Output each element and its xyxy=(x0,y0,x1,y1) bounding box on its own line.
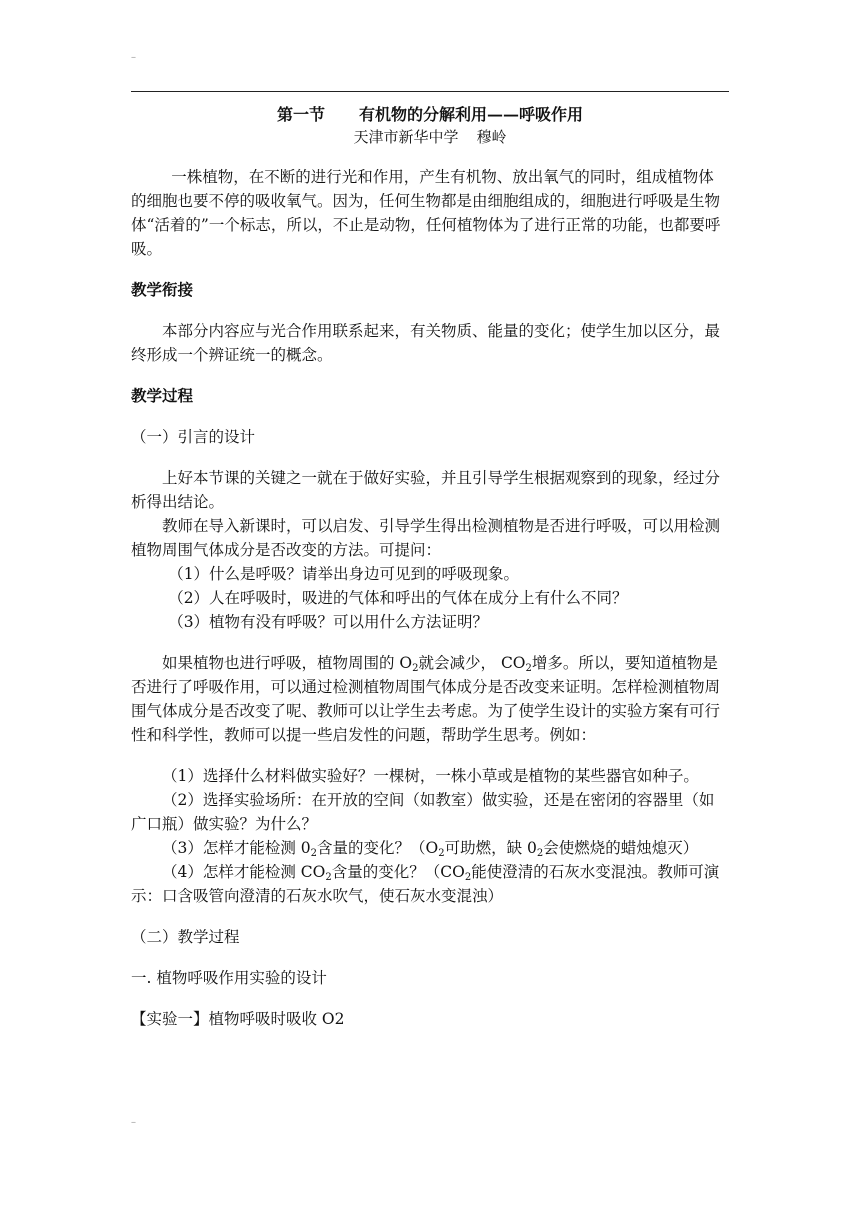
subscript: 2 xyxy=(325,872,332,883)
subscript: 2 xyxy=(536,848,544,859)
intro-design-paragraph-1: 上好本节课的关键之一就在于做好实验，并且引导学生根据观察到的现象，经过分析得出结论。 xyxy=(131,469,721,511)
intro-paragraph: 一株植物，在不断的进行光和作用，产生有机物、放出氧气的同时，组成植物体的细胞也要不停的吸收氧气。因为，任何生物都是由细胞组成的，细胞进行呼吸是生物体“活着的”一个标志，所以，不止是动物，任何植物体为了进行正常的功能，也都要呼吸。 xyxy=(131,168,721,258)
title-text: 有机物的分解利用——呼吸作用 xyxy=(359,105,584,124)
header-mark: – xyxy=(131,52,136,63)
subheading-intro-design: （一）引言的设计 xyxy=(131,428,256,446)
link-paragraph: 本部分内容应与光合作用联系起来，有关物质、能量的变化；使学生加以区分，最终形成一个辨证统一的概念。 xyxy=(131,322,721,364)
subscript: 2 xyxy=(310,848,318,859)
heading-teaching-process: 教学过程 xyxy=(131,386,194,405)
header-rule xyxy=(131,91,729,92)
design-question-2: （2）选择实验场所：在开放的空间（如教室）做实验，还是在密闭的容器里（如广口瓶）做实验？为什么？ xyxy=(131,791,715,833)
text-run: （4）怎样才能检测 CO xyxy=(162,863,326,881)
heading-teaching-link: 教学衔接 xyxy=(131,280,194,299)
text-run: 如果植物也进行呼吸，植物周围的 O xyxy=(162,654,413,672)
text-run: 能使澄清的石灰水变混浊。教师可演示：口含吸管向澄清的石灰水吹气，使石灰水变混浊） xyxy=(131,863,720,905)
text-run: 含量的变化？（CO xyxy=(331,863,465,881)
experiment-heading: 【实验一】植物呼吸时吸收 O2 xyxy=(131,1010,345,1028)
respiration-paragraph xyxy=(131,651,729,747)
title-section: 第一节 xyxy=(276,105,325,124)
text-run: 增多。所以，要知道植物是否进行了呼吸作用，可以通过检测植物周围气体成分是否改变来证明。怎样检测植物周围气体成分是否改变了呢、教师可以让学生去考虑。为了使学生设计的实验方案有可行性和科学性，教师可以提一些启发性的问题，帮助学生思考。例如： xyxy=(131,654,721,744)
design-question-3 xyxy=(131,836,729,860)
page-title xyxy=(131,104,729,126)
text-run: 可助燃，缺 0 xyxy=(444,839,537,857)
design-question-1: （1）选择什么材料做实验好？一棵树，一株小草或是植物的某些器官如种子。 xyxy=(162,767,699,785)
intro-design-paragraph-2: 教师在导入新课时，可以启发、引导学生得出检测植物是否进行呼吸，可以用检测植物周围气体成分是否改变的方法。可提问： xyxy=(131,517,721,559)
author-line xyxy=(131,126,729,148)
text-run: 就会减少， CO xyxy=(418,654,526,672)
text-run: 会使燃烧的蜡烛熄灭） xyxy=(543,839,699,857)
question-item: （1）什么是呼吸？请举出身边可见到的呼吸现象。 xyxy=(168,565,520,583)
section-heading: 一. 植物呼吸作用实验的设计 xyxy=(131,969,327,987)
text-run: （3）怎样才能检测 0 xyxy=(162,839,311,857)
subheading-teaching-process: （二）教学过程 xyxy=(131,928,240,946)
text-run: 含量的变化？（O xyxy=(317,839,439,857)
subscript: 2 xyxy=(412,663,419,674)
author-school: 天津市新华中学 xyxy=(353,128,459,146)
document-body xyxy=(131,104,729,1031)
design-question-4 xyxy=(131,860,729,908)
subscript: 2 xyxy=(464,872,472,883)
author-name: 穆岭 xyxy=(476,128,507,146)
footer-mark: – xyxy=(131,1117,136,1128)
subscript: 2 xyxy=(438,848,445,859)
subscript: 2 xyxy=(525,663,532,674)
question-item: （2）人在呼吸时，吸进的气体和呼出的气体在成分上有什么不同？ xyxy=(168,589,628,607)
question-item: （3）植物有没有呼吸？可以用什么方法证明？ xyxy=(168,613,489,631)
